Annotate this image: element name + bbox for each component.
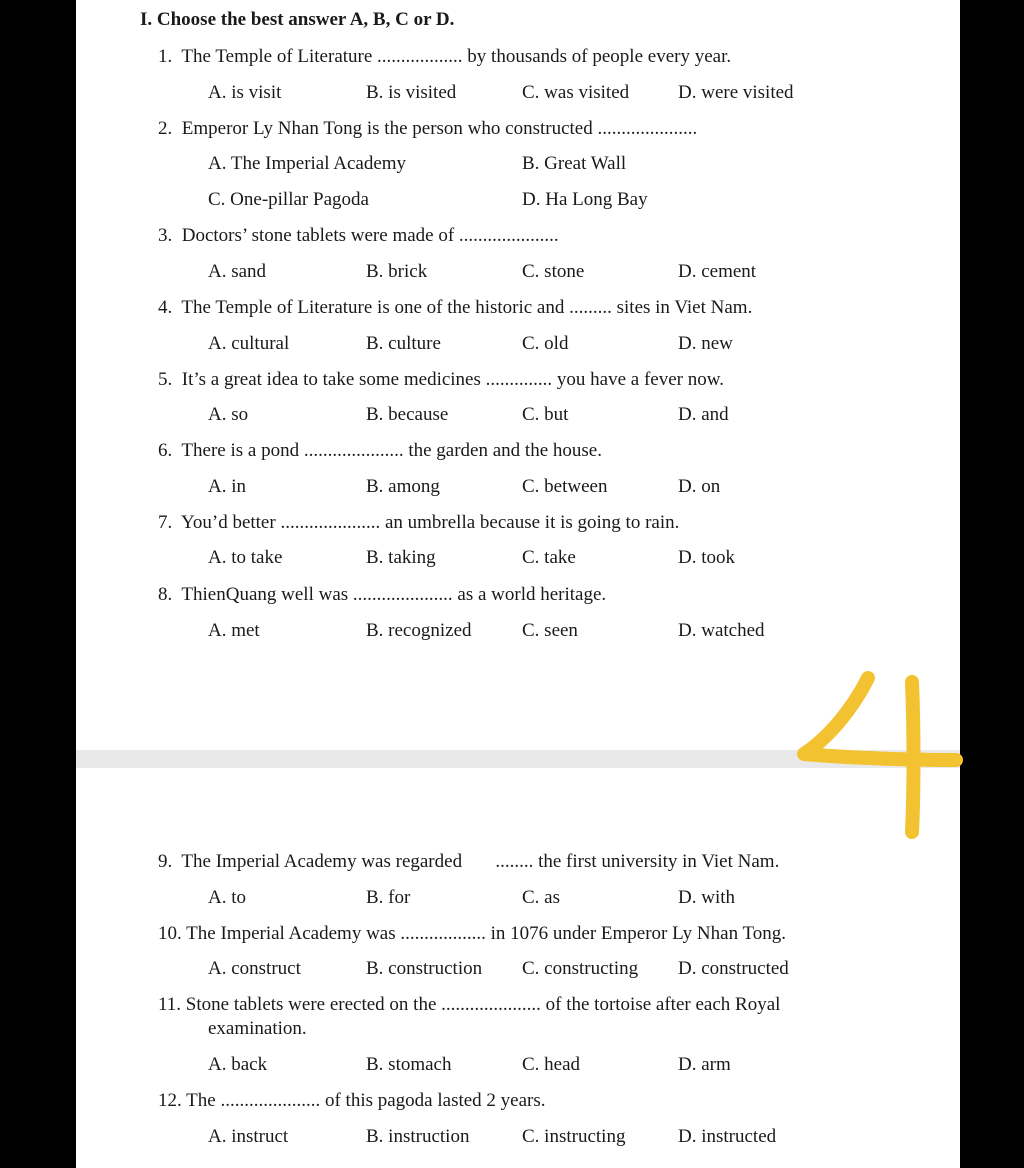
option-a: A. to take: [208, 547, 283, 568]
question-number: 7.: [158, 512, 173, 533]
option-b: B. is visited: [366, 82, 457, 103]
question-number: 3.: [158, 225, 173, 246]
option-c: C. One-pillar Pagoda: [208, 189, 369, 210]
option-c: C. was visited: [522, 82, 630, 103]
option-a: A. met: [208, 620, 260, 641]
option-c: C. stone: [522, 261, 585, 282]
option-d: D. and: [678, 404, 729, 425]
question-6: [158, 440, 602, 462]
option-c: C. constructing: [522, 958, 639, 979]
option-b: B. brick: [366, 261, 428, 282]
option-d: D. new: [678, 333, 733, 354]
option-d: D. with: [678, 887, 735, 908]
question-12: [158, 1090, 546, 1112]
option-a: A. so: [208, 404, 249, 425]
option-d: D. took: [678, 547, 735, 568]
option-b: B. Great Wall: [522, 153, 627, 174]
option-d: D. on: [678, 476, 721, 497]
question-9: [158, 851, 779, 873]
option-c: C. between: [522, 476, 608, 497]
option-c: C. instructing: [522, 1126, 626, 1147]
question-text: Emperor Ly Nhan Tong is the person who constructed .....................: [181, 118, 698, 139]
option-c: C. as: [522, 887, 560, 908]
question-text: It’s a great idea to take some medicines .............. you have a fever now.: [181, 369, 724, 390]
question-text: There is a pond ..................... the garden and the house.: [181, 440, 602, 461]
option-c: C. seen: [522, 620, 578, 641]
question-4: [158, 297, 752, 319]
question-number: 2.: [158, 118, 173, 139]
question-text: The ..................... of this pagoda lasted 2 years.: [186, 1090, 546, 1111]
question-3: [158, 225, 559, 247]
option-b: B. construction: [366, 958, 483, 979]
option-b: B. taking: [366, 547, 436, 568]
option-a: A. instruct: [208, 1126, 289, 1147]
option-c: C. but: [522, 404, 569, 425]
option-a: A. back: [208, 1054, 268, 1075]
option-b: B. instruction: [366, 1126, 470, 1147]
question-1: [158, 46, 731, 68]
question-text: ThienQuang well was ..................... as a world heritage.: [181, 584, 607, 605]
question-number: 9.: [158, 851, 173, 872]
option-c: C. old: [522, 333, 569, 354]
option-d: D. arm: [678, 1054, 731, 1075]
question-number: 1.: [158, 46, 173, 67]
question-number: 5.: [158, 369, 173, 390]
question-text: The Temple of Literature .................. by thousands of people every year.: [181, 46, 732, 67]
option-b: B. among: [366, 476, 440, 497]
question-number: 11.: [158, 994, 182, 1015]
option-b: B. stomach: [366, 1054, 452, 1075]
option-a: A. in: [208, 476, 246, 497]
question-number: 6.: [158, 440, 173, 461]
question-number: 4.: [158, 297, 173, 318]
option-b: B. culture: [366, 333, 441, 354]
option-a: A. cultural: [208, 333, 290, 354]
question-text: Stone tablets were erected on the ..................... of the tortoise after each Royal: [185, 994, 781, 1015]
option-d: D. were visited: [678, 82, 794, 103]
question-5: [158, 369, 724, 391]
question-2: [158, 118, 697, 140]
option-d: D. Ha Long Bay: [522, 189, 648, 210]
option-c: C. head: [522, 1054, 581, 1075]
option-b: B. recognized: [366, 620, 472, 641]
question-text: Doctors’ stone tablets were made of .....................: [181, 225, 559, 246]
question-10: [158, 923, 786, 945]
question-text: You’d better ..................... an umbrella because it is going to rain.: [181, 512, 680, 533]
handwritten-four-mark: [790, 660, 970, 850]
question-number: 10.: [158, 923, 182, 944]
option-b: B. for: [366, 887, 411, 908]
option-a: A. sand: [208, 261, 267, 282]
question-text: The Temple of Literature is one of the historic and ......... sites in Viet Nam.: [181, 297, 753, 318]
option-d: D. watched: [678, 620, 765, 641]
question-8: [158, 584, 606, 606]
question-number: 12.: [158, 1090, 182, 1111]
section-heading: I. Choose the best answer A, B, C or D.: [140, 9, 455, 30]
option-a: A. to: [208, 887, 246, 908]
question-11: [158, 994, 780, 1016]
option-d: D. instructed: [678, 1126, 777, 1147]
question-11-continuation: examination.: [208, 1018, 307, 1039]
option-a: A. is visit: [208, 82, 282, 103]
question-text: The Imperial Academy was .................. in 1076 under Emperor Ly Nhan Tong.: [186, 923, 787, 944]
option-a: A. The Imperial Academy: [208, 153, 407, 174]
option-a: A. construct: [208, 958, 301, 979]
option-b: B. because: [366, 404, 449, 425]
option-d: D. constructed: [678, 958, 789, 979]
option-d: D. cement: [678, 261, 757, 282]
question-7: [158, 512, 679, 534]
question-text: The Imperial Academy was regarded ........ the first university in Viet Nam.: [181, 851, 780, 872]
question-number: 8.: [158, 584, 173, 605]
option-c: C. take: [522, 547, 576, 568]
